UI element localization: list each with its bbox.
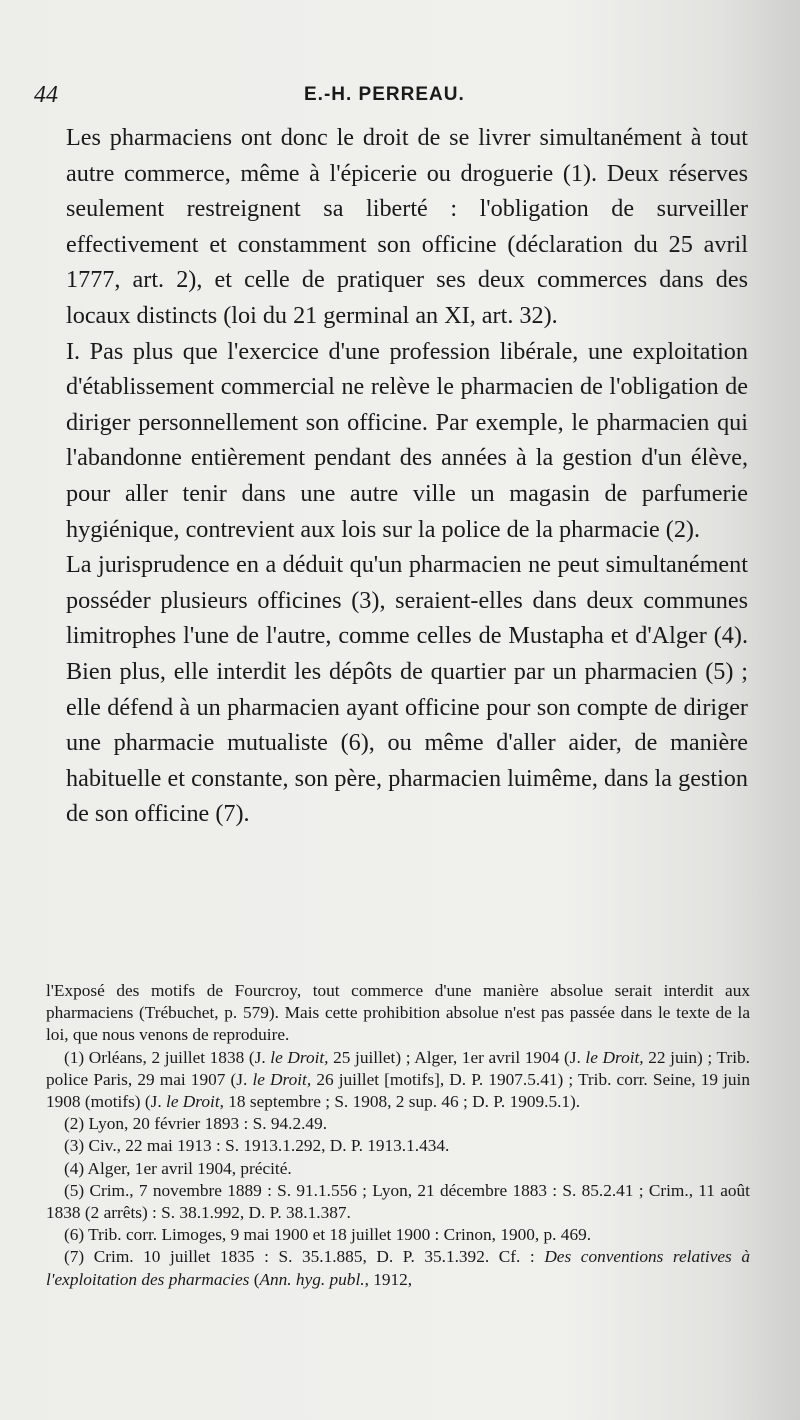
footnote-1: (1) Orléans, 2 juillet 1838 (J. le Droit, 25 juillet) ; Alger, 1er avril 1904 (J. le Droit, 22 juin) ; Trib. police Paris, 29 mai 1907 (J. le Droit, 26 juillet [motifs], D. P. 1907.5.41) ; Trib. corr. Seine, 19 juin 1908 (motifs) (J. le Droit, 18 septembre ; S. 1908, 2 sup. 46 ; D. P. 1909.5.1). bbox=[46, 1047, 751, 1112]
footnote-4: (4) Alger, 1er avril 1904, précité. bbox=[64, 1158, 292, 1178]
footnote-6: (6) Trib. corr. Limoges, 9 mai 1900 et 18 juillet 1900 : Crinon, 1900, p. 469. bbox=[64, 1225, 592, 1245]
footnote-7: (7) Crim. 10 juillet 1835 : S. 35.1.885, D. P. 35.1.392. Cf. : Des conventions relatives à l'exploitation des pharmacies (Ann. hyg. publ., 1912, bbox=[46, 1247, 751, 1289]
footnotes bbox=[46, 980, 750, 1291]
paragraph: La jurisprudence en a déduit qu'un pharmacien ne peut simultanément posséder plusieurs officines (3), seraient-elles dans deux communes limitrophes l'une de l'autre, comme celles de Mustapha et d'Alger (4). Bien plus, elle interdit les dépôts de quartier par un pharmacien (5) ; elle défend à un pharmacien ayant officine pour son compte de diriger une pharmacie mutualiste (6), ou même d'aller aider, de manière habituelle et constante, son père, pharmacien luimême, dans la gestion de son officine (7). bbox=[66, 551, 748, 828]
page-number: 44 bbox=[34, 82, 58, 108]
main-text bbox=[66, 120, 748, 832]
running-head: E.-H. PERREAU. bbox=[304, 84, 465, 105]
footnote-continuation: l'Exposé des motifs de Fourcroy, tout commerce d'une manière absolue serait interdit aux pharmaciens (Trébuchet, p. 579). Mais cette prohibition absolue n'est pas passée dans le texte de la loi, que nous venons de reproduire. bbox=[46, 981, 750, 1045]
footnote-2: (2) Lyon, 20 février 1893 : S. 94.2.49. bbox=[64, 1114, 328, 1134]
paragraph: Les pharmaciens ont donc le droit de se livrer simultanément à tout autre commerce, même à l'épicerie ou droguerie (1). Deux réserves seulement restreignent sa liberté : l'obligation de surveiller effectivement et constamment son officine (déclaration du 25 avril 1777, art. 2), et celle de pratiquer ses deux commerces dans des locaux distincts (loi du 21 germinal an XI, art. 32). bbox=[66, 124, 748, 329]
page-header bbox=[34, 74, 760, 114]
footnote-3: (3) Civ., 22 mai 1913 : S. 1913.1.292, D. P. 1913.1.434. bbox=[64, 1136, 450, 1156]
footnote-5: (5) Crim., 7 novembre 1889 : S. 91.1.556 ; Lyon, 21 décembre 1883 : S. 85.2.41 ; Crim., 11 août 1838 (2 arrêts) : S. 38.1.992, D. P. 38.1.387. bbox=[46, 1180, 750, 1223]
paragraph: I. Pas plus que l'exercice d'une profession libérale, une exploitation d'établissement commercial ne relève le pharmacien de l'obligation de diriger personnellement son officine. Par exemple, le pharmacien qui l'abandonne entièrement pendant des années à la gestion d'un élève, pour aller tenir dans une autre ville un magasin de parfumerie hygiénique, contrevient aux lois sur la police de la pharmacie (2). bbox=[66, 337, 748, 543]
